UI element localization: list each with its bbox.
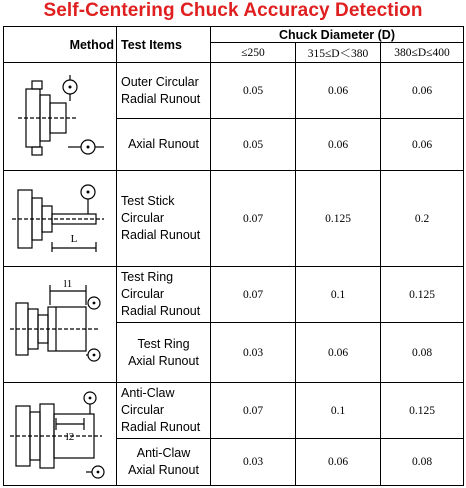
method-figure-test-stick [4, 171, 117, 267]
test-item-anti-claw-axial-runout: Anti-Claw Axial Runout [117, 439, 211, 486]
test-item-anti-claw-circular-radial-runout: Anti-Claw Circular Radial Runout [117, 383, 211, 439]
value-cell: 0.03 [211, 323, 296, 383]
page-title: Self-Centering Chuck Accuracy Detection [43, 0, 423, 21]
method-figure-anti-claw [4, 383, 117, 486]
test-ring-diagram [8, 275, 112, 375]
test-item-outer-circular-radial-runout: Outer Circular Radial Runout [117, 63, 211, 119]
value-cell: 0.2 [381, 171, 464, 267]
value-cell: 0.06 [381, 63, 464, 119]
header-range-2: 315≤D＜380 [296, 43, 381, 63]
value-cell: 0.06 [381, 119, 464, 171]
header-range-1: ≤250 [211, 43, 296, 63]
test-stick-diagram [8, 176, 112, 262]
chuck-dial-gauge-diagram [8, 67, 112, 167]
header-range-3: 380≤D≤400 [381, 43, 464, 63]
dimension-label-l: L [70, 232, 78, 245]
test-item-test-ring-axial-runout: Test Ring Axial Runout [117, 323, 211, 383]
value-cell: 0.05 [211, 119, 296, 171]
test-item-test-ring-circular-radial-runout: Test Ring Circular Radial Runout [117, 267, 211, 323]
value-cell: 0.08 [381, 439, 464, 486]
value-cell: 0.1 [296, 267, 381, 323]
value-cell: 0.08 [381, 323, 464, 383]
value-cell: 0.07 [211, 267, 296, 323]
test-item-test-stick-circular-radial-runout: Test Stick Circular Radial Runout [117, 171, 211, 267]
header-chuck-diameter: Chuck Diameter (D) [211, 27, 464, 43]
value-cell: 0.06 [296, 323, 381, 383]
anti-claw-diagram [8, 384, 112, 484]
dimension-label-l1: l1 [63, 277, 73, 290]
value-cell: 0.07 [211, 383, 296, 439]
method-figure-outer-runout [4, 63, 117, 171]
value-cell: 0.1 [296, 383, 381, 439]
dimension-label-l2: l2 [65, 431, 75, 443]
value-cell: 0.05 [211, 63, 296, 119]
header-method: Method [4, 27, 117, 63]
method-figure-test-ring [4, 267, 117, 383]
value-cell: 0.07 [211, 171, 296, 267]
accuracy-table [3, 26, 464, 486]
value-cell: 0.125 [381, 383, 464, 439]
value-cell: 0.06 [296, 439, 381, 486]
header-test-items: Test Items [117, 27, 211, 63]
value-cell: 0.06 [296, 119, 381, 171]
value-cell: 0.125 [296, 171, 381, 267]
value-cell: 0.06 [296, 63, 381, 119]
test-item-axial-runout: Axial Runout [117, 119, 211, 171]
value-cell: 0.03 [211, 439, 296, 486]
value-cell: 0.125 [381, 267, 464, 323]
